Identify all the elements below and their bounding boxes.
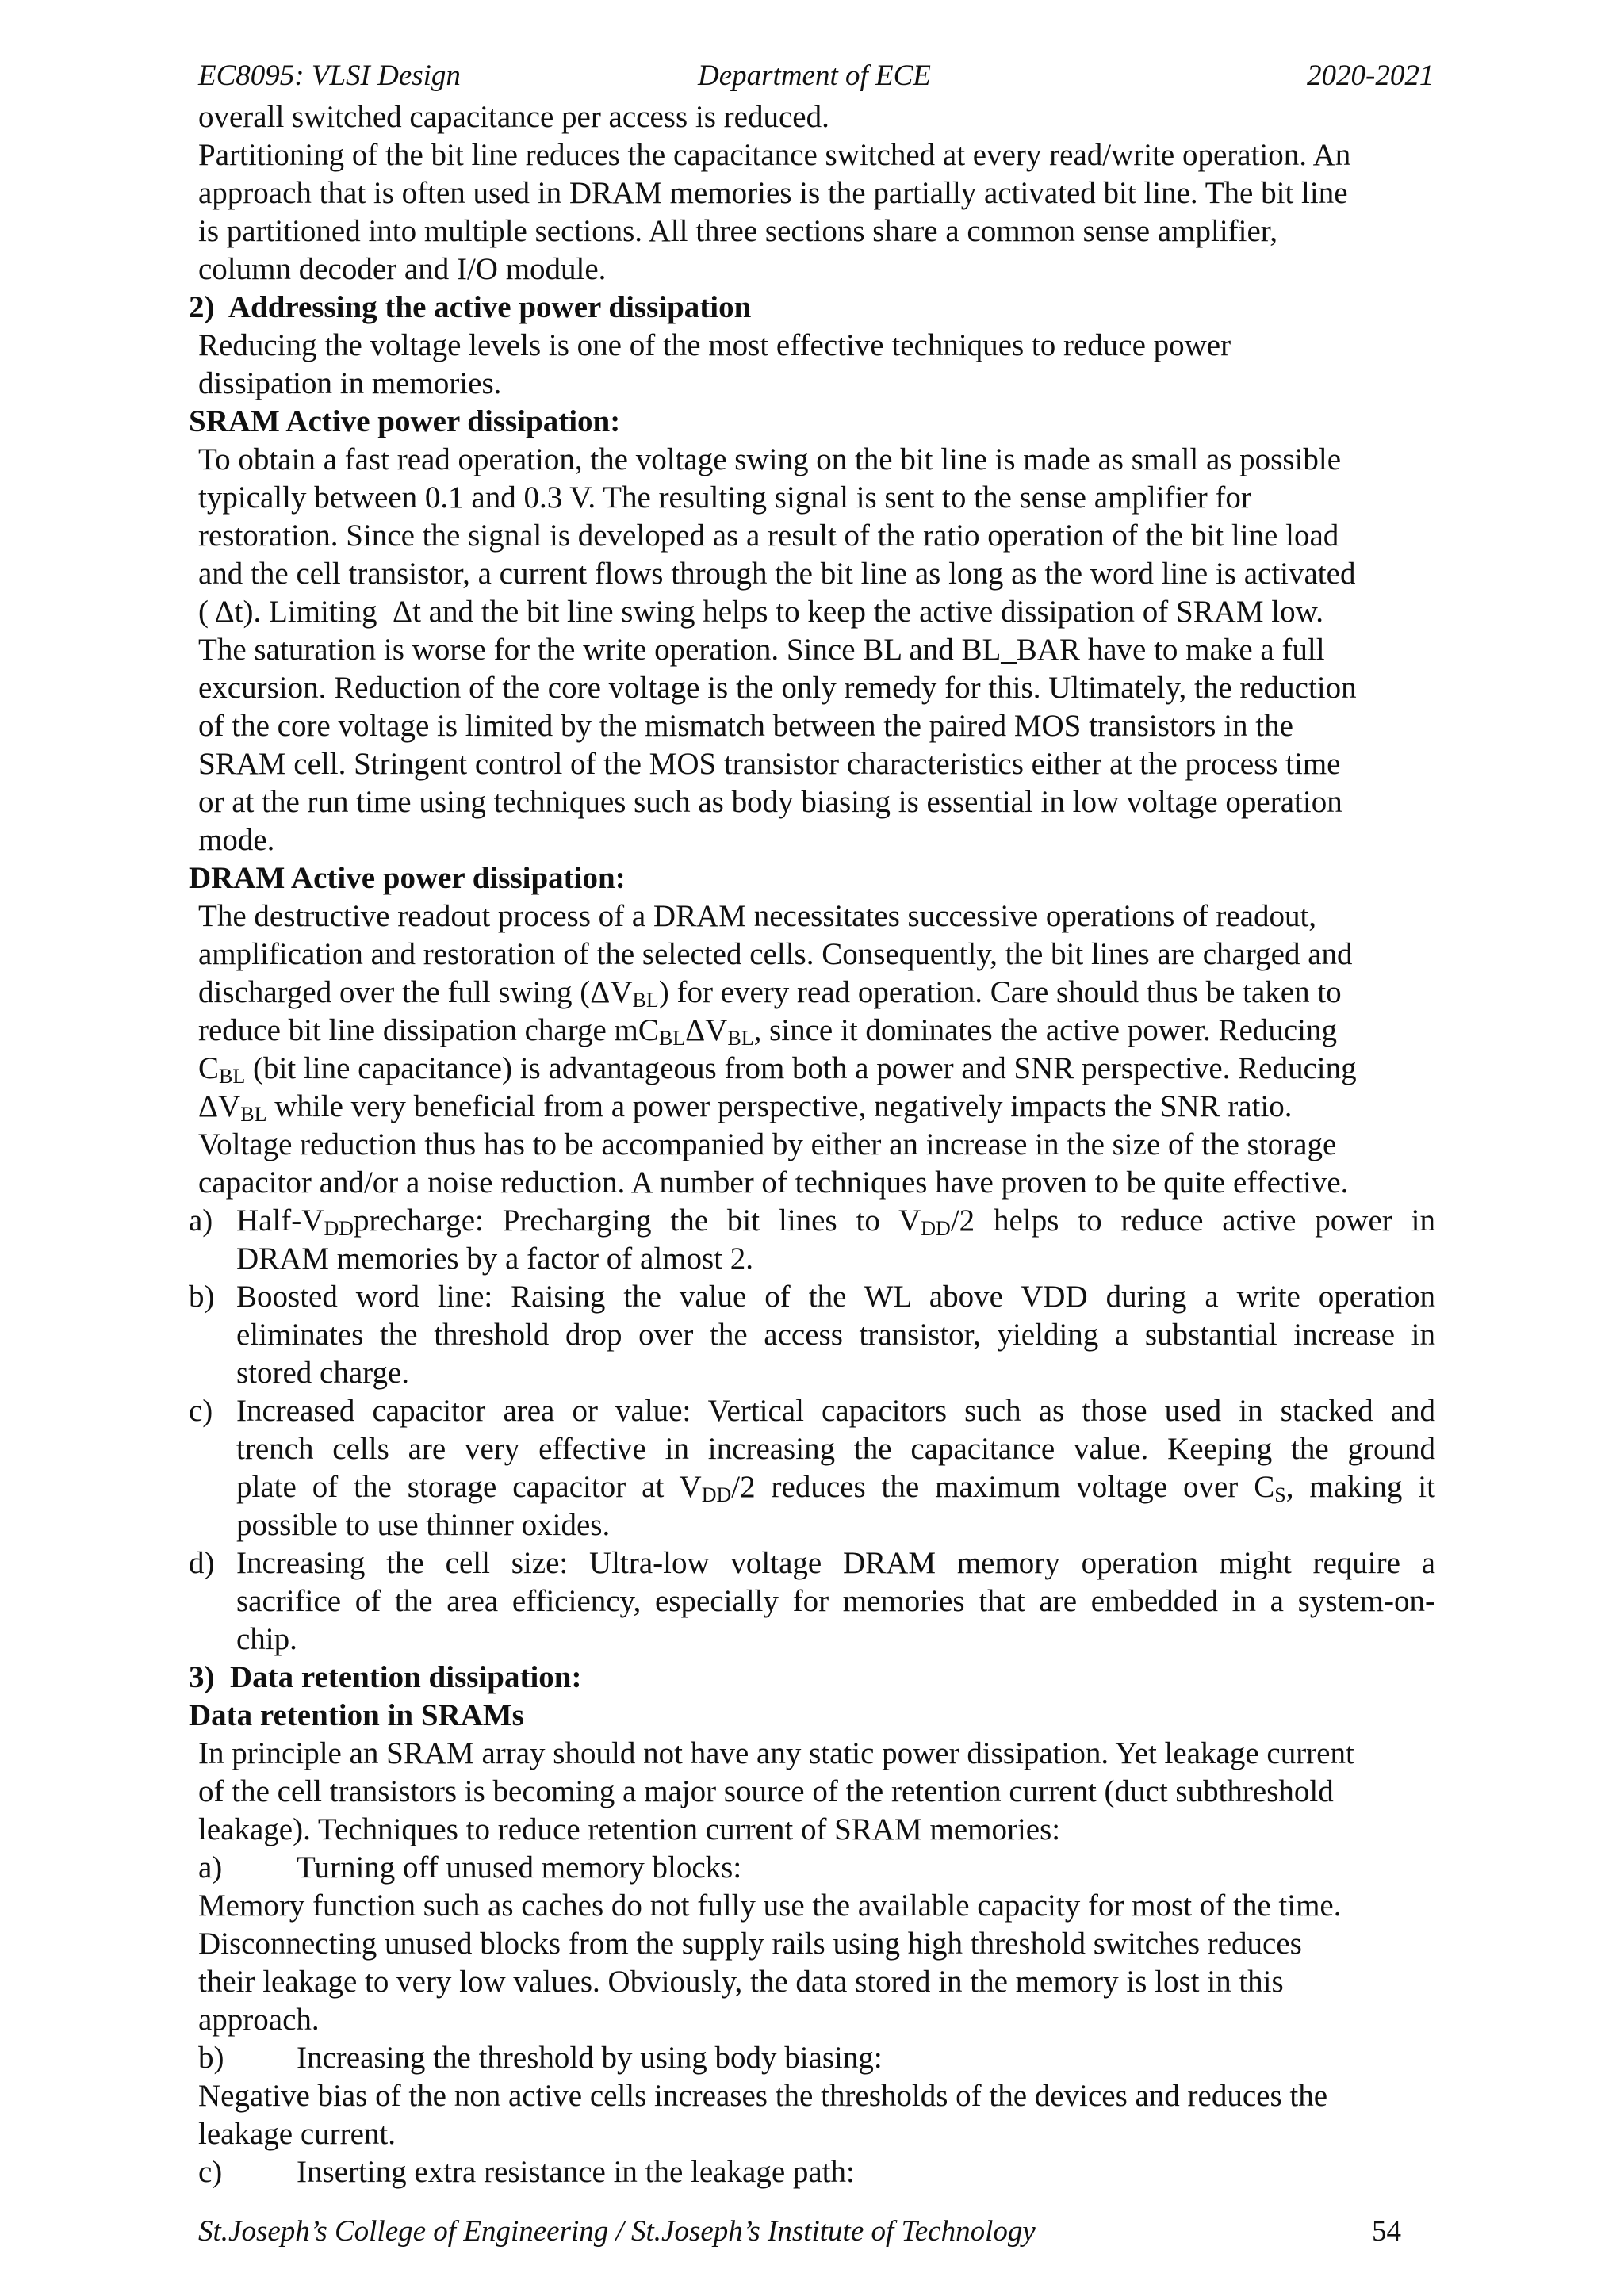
technique-title: Inserting extra resistance in the leakage path: bbox=[297, 2155, 855, 2189]
list-item-line: Half-$V_{DD}precharge$: Precharging the bit lines to $V_{DD}/2$ helps to reduce active power in bbox=[236, 1203, 1436, 1240]
list-item-line: Boosted word line: Raising the value of the WL above VDD during a write operation bbox=[236, 1280, 1435, 1314]
list-marker: c) bbox=[198, 2155, 223, 2189]
text-line: approach that is often used in DRAM memories is the partially activated bit line. The bit line bbox=[198, 176, 1348, 210]
text-line: $C_{BL}$ (bit line capacitance) is advantageous from both a power and SNR perspective. Reducing bbox=[198, 1051, 1357, 1088]
text-line: Disconnecting unused blocks from the supply rails using high threshold switches reduces bbox=[198, 1927, 1302, 1961]
text-line: reduce bit line dissipation charge $mC_{BL}\Delta V_{BL}$, since it dominates the active power. Reducing bbox=[198, 1013, 1337, 1050]
text-line: of the cell transistors is becoming a major source of the retention current (duct subthreshold bbox=[198, 1774, 1334, 1808]
text-line: leakage). Techniques to reduce retention current of SRAM memories: bbox=[198, 1812, 1061, 1846]
text-line: column decoder and I/O module. bbox=[198, 252, 607, 286]
subsection-heading: SRAM Active power dissipation: bbox=[189, 404, 621, 438]
header-course: EC8095: VLSI Design bbox=[198, 59, 461, 92]
text-line: Partitioning of the bit line reduces the capacitance switched at every read/write operation. An bbox=[198, 138, 1351, 172]
text-line: To obtain a fast read operation, the voltage swing on the bit line is made as small as possible bbox=[198, 442, 1342, 476]
list-item-line: DRAM memories by a factor of almost 2. bbox=[236, 1242, 754, 1276]
page-number: 54 bbox=[1372, 2215, 1401, 2248]
list-item-line: eliminates the threshold drop over the access transistor, yielding a substantial increase in bbox=[236, 1318, 1435, 1352]
text-line: Voltage reduction thus has to be accompanied by either an increase in the size of the storage bbox=[198, 1127, 1337, 1161]
text-line: ( Δt). Limiting Δt and the bit line swing helps to keep the active dissipation of SRAM low. bbox=[198, 595, 1323, 629]
text-line: or at the run time using techniques such as body biasing is essential in low voltage operation bbox=[198, 785, 1342, 819]
section-heading: 3) Data retention dissipation: bbox=[189, 1660, 582, 1694]
text-line: In principle an SRAM array should not have any static power dissipation. Yet leakage current bbox=[198, 1736, 1354, 1770]
list-marker: a) bbox=[198, 1850, 223, 1885]
text-line: leakage current. bbox=[198, 2117, 396, 2151]
list-item-line: sacrifice of the area efficiency, especially for memories that are embedded in a system-on- bbox=[236, 1584, 1435, 1618]
text-line: mode. bbox=[198, 823, 275, 857]
list-marker: b) bbox=[189, 1280, 215, 1314]
text-line: amplification and restoration of the selected cells. Consequently, the bit lines are charged and bbox=[198, 937, 1353, 971]
list-item-line: Increasing the cell size: Ultra-low voltage DRAM memory operation might require a bbox=[236, 1546, 1435, 1580]
text-line: typically between 0.1 and 0.3 V. The resulting signal is sent to the sense amplifier for bbox=[198, 480, 1251, 515]
list-item-line: possible to use thinner oxides. bbox=[236, 1508, 611, 1542]
text-line: restoration. Since the signal is developed as a result of the ratio operation of the bit line load bbox=[198, 519, 1339, 553]
list-item-line: trench cells are very effective in increasing the capacitance value. Keeping the ground bbox=[236, 1432, 1435, 1466]
text-line: The destructive readout process of a DRAM necessitates successive operations of readout, bbox=[198, 899, 1317, 933]
text-line: overall switched capacitance per access is reduced. bbox=[198, 100, 829, 134]
list-marker: b) bbox=[198, 2041, 224, 2075]
text-line: Reducing the voltage levels is one of the most effective techniques to reduce power bbox=[198, 328, 1231, 362]
list-item-line: Increased capacitor area or value: Vertical capacitors such as those used in stacked and bbox=[236, 1394, 1435, 1428]
footer-institution: St.Joseph’s College of Engineering / St.Joseph’s Institute of Technology bbox=[198, 2215, 1036, 2248]
list-marker: d) bbox=[189, 1546, 215, 1580]
text-line: of the core voltage is limited by the mismatch between the paired MOS transistors in the bbox=[198, 709, 1293, 743]
text-line: their leakage to very low values. Obviously, the data stored in the memory is lost in this bbox=[198, 1965, 1284, 1999]
header-department: Department of ECE bbox=[698, 59, 931, 92]
list-item-line: stored charge. bbox=[236, 1356, 410, 1390]
header-year: 2020-2021 bbox=[1307, 59, 1434, 92]
text-line: is partitioned into multiple sections. All three sections share a common sense amplifier, bbox=[198, 214, 1277, 248]
technique-title: Increasing the threshold by using body biasing: bbox=[297, 2041, 883, 2075]
text-line: Negative bias of the non active cells increases the thresholds of the devices and reduces the bbox=[198, 2079, 1328, 2113]
text-line: The saturation is worse for the write operation. Since BL and BL_BAR have to make a full bbox=[198, 633, 1325, 667]
text-line: $\Delta V_{BL}$ while very beneficial from a power perspective, negatively impacts the SNR ratio. bbox=[198, 1089, 1293, 1126]
text-line: approach. bbox=[198, 2003, 320, 2037]
text-line: Memory function such as caches do not fully use the available capacity for most of the time. bbox=[198, 1888, 1342, 1923]
text-line: discharged over the full swing $(\Delta V_{BL})$ for every read operation. Care should thus be taken to bbox=[198, 975, 1342, 1012]
list-item-line: plate of the storage capacitor at $V_{DD}/2$ reduces the maximum voltage over $C_S$, making it bbox=[236, 1470, 1435, 1506]
text-line: capacitor and/or a noise reduction. A number of techniques have proven to be quite effective. bbox=[198, 1165, 1349, 1200]
text-line: excursion. Reduction of the core voltage is the only remedy for this. Ultimately, the reduction bbox=[198, 671, 1357, 705]
text-line: dissipation in memories. bbox=[198, 366, 502, 400]
text-line: SRAM cell. Stringent control of the MOS transistor characteristics either at the process time bbox=[198, 747, 1341, 781]
subsection-heading: Data retention in SRAMs bbox=[189, 1698, 524, 1732]
list-marker: c) bbox=[189, 1394, 213, 1428]
technique-title: Turning off unused memory blocks: bbox=[297, 1850, 742, 1885]
section-heading: 2) Addressing the active power dissipation bbox=[189, 290, 752, 324]
list-marker: a) bbox=[189, 1203, 213, 1238]
text-line: and the cell transistor, a current flows through the bit line as long as the word line is activated bbox=[198, 557, 1356, 591]
list-item-line: chip. bbox=[236, 1622, 297, 1656]
subsection-heading: DRAM Active power dissipation: bbox=[189, 861, 626, 895]
